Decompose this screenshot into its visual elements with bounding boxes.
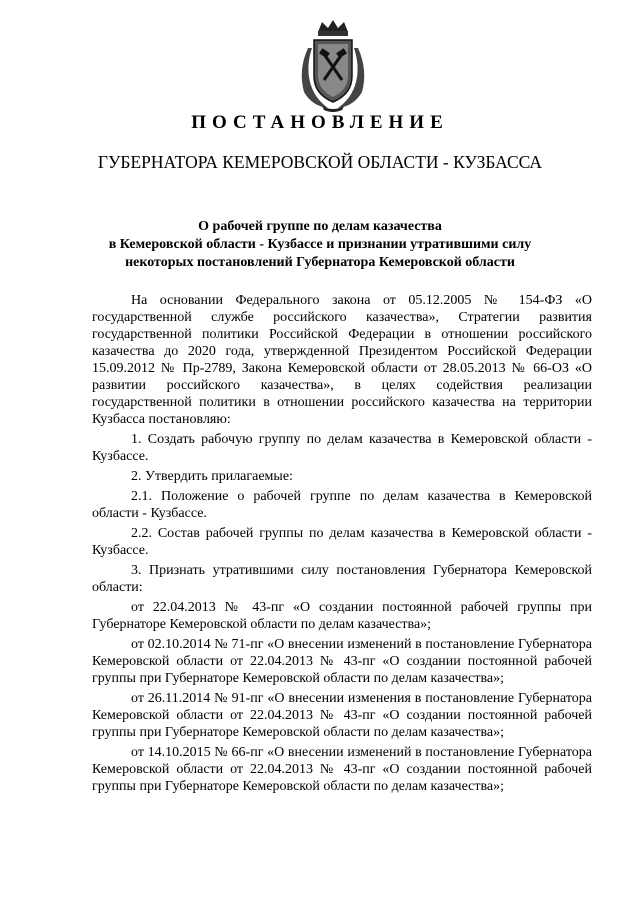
paragraph-item-2: 2. Утвердить прилагаемые: [131,469,293,484]
heading-line: в Кемеровской области - Кузбассе и признании утратившими силу [108,237,532,252]
coat-of-arms-icon [294,18,372,114]
issuer-title: ГУБЕРНАТОРА КЕМЕРОВСКОЙ ОБЛАСТИ - КУЗБАССА [97,152,543,172]
paragraph-item-2-1: 2.1. Положение о рабочей группе по делам казачества в Кемеровской области - Кузбассе. [92,489,592,521]
paragraph-item-3: 3. Признать утратившими силу постановления Губернатора Кемеровской области: [92,563,592,595]
document-body [92,292,592,798]
paragraph-repeal-3: от 26.11.2014 № 91-пг «О внесении изменения в постановление Губернатора Кемеровской области от 22.04.2013 № 43-пг «О создании постоянной рабочей группы при Губернаторе Кемеровской области по делам казачества»; [92,691,592,740]
document-type-title: ПОСТАНОВЛЕНИЕ [191,112,449,133]
heading-line: некоторых постановлений Губернатора Кемеровской области [125,255,515,270]
paragraph-repeal-1: от 22.04.2013 № 43-пг «О создании постоянной рабочей группы при Губернаторе Кемеровской области по делам казачества»; [92,600,592,632]
paragraph-repeal-4: от 14.10.2015 № 66-пг «О внесении изменений в постановление Губернатора Кемеровской области от 22.04.2013 № 43-пг «О создании постоянной рабочей группы при Губернаторе Кемеровской области по делам казачества»; [92,745,592,794]
paragraph-preamble: На основании Федерального закона от 05.12.2005 № 154-ФЗ «О государственной службе российского казачества», Стратегии развития государственной политики Российской Федерации в отношении российского казачества до 2020 года, утвержденной Президентом Российской Федерации 15.09.2012 № Пр-2789, Закона Кемеровской области от 28.05.2013 № 66-ОЗ «О развитии российского казачества», в целях содействия реализации государственной политики в отношении российского казачества на территории Кузбасса постановляю: [92,293,592,427]
paragraph-item-2-2: 2.2. Состав рабочей группы по делам казачества в Кемеровской области - Кузбассе. [92,526,592,558]
paragraph-repeal-2: от 02.10.2014 № 71-пг «О внесении изменений в постановление Губернатора Кемеровской области от 22.04.2013 № 43-пг «О создании постоянной рабочей группы при Губернаторе Кемеровской области по делам казачества»; [92,637,592,686]
document-heading [60,218,580,272]
heading-line: О рабочей группе по делам казачества [198,219,442,234]
paragraph-item-1: 1. Создать рабочую группу по делам казачества в Кемеровской области - Кузбассе. [92,432,592,464]
